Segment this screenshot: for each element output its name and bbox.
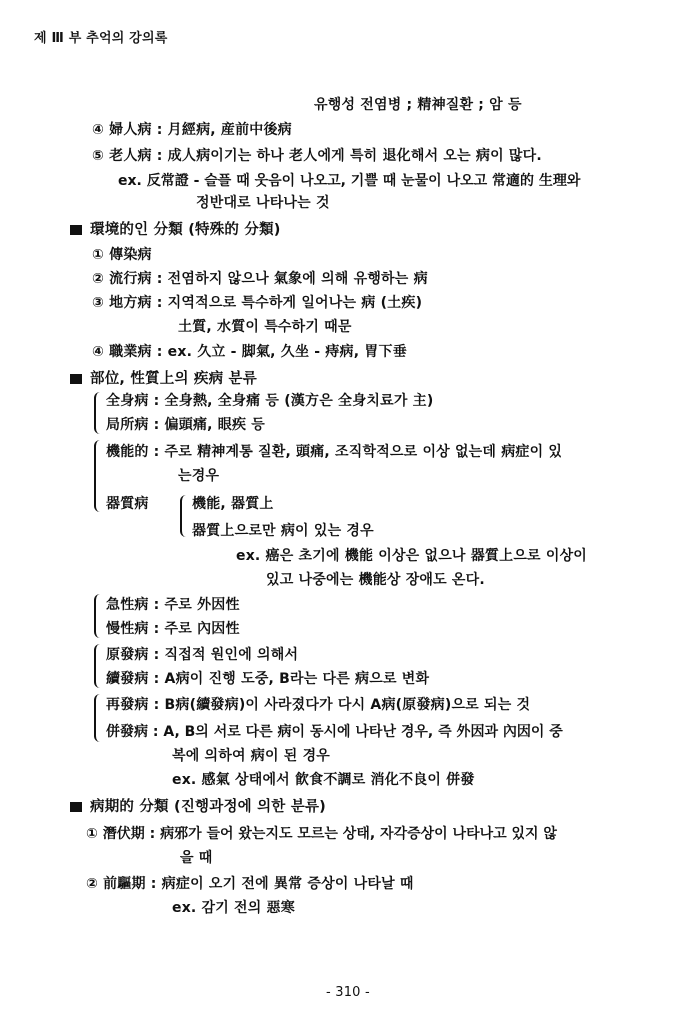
section-heading: 病期的 分類 (진행과정에 의한 분류) bbox=[70, 798, 326, 816]
text-line: 정반대로 나타나는 것 bbox=[196, 195, 330, 211]
square-bullet-icon bbox=[70, 374, 82, 384]
text-line: ④ 婦人病 : 月經病, 産前中後病 bbox=[92, 122, 292, 138]
page-number: - 310 - bbox=[326, 985, 370, 1000]
text-line: ② 前驅期 : 病症이 오기 전에 異常 증상이 나타날 때 bbox=[86, 876, 414, 892]
text-line: 器質上으로만 病이 있는 경우 bbox=[192, 523, 374, 539]
text-line: ③ 地方病 : 지역적으로 특수하게 일어나는 病 (土疾) bbox=[92, 295, 423, 311]
group-bracket bbox=[94, 440, 102, 512]
text-line: ex. 癌은 초기에 機能 이상은 없으나 器質上으로 이상이 bbox=[236, 548, 588, 564]
section-heading: 部位, 性質上의 疾病 분류 bbox=[70, 370, 257, 388]
text-line: 機能的 : 주로 精神계통 질환, 頭痛, 조직학적으로 이상 없는데 病症이 있 bbox=[106, 444, 563, 460]
text-line: ex. 감기 전의 惡寒 bbox=[172, 900, 295, 916]
text-line: 유행성 전염병 ; 精神질환 ; 암 등 bbox=[314, 97, 522, 113]
text-line: 再發病 : B病(續發病)이 사라졌다가 다시 A病(原發病)으로 되는 것 bbox=[106, 697, 531, 713]
group-bracket bbox=[180, 495, 188, 537]
square-bullet-icon bbox=[70, 802, 82, 812]
text-line: 續發病 : A病이 진행 도중, B라는 다른 病으로 변화 bbox=[106, 671, 430, 687]
text-line: ② 流行病 : 전염하지 않으나 氣象에 의해 유행하는 病 bbox=[92, 271, 428, 287]
text-line: 土質, 水質이 특수하기 때문 bbox=[178, 319, 352, 335]
text-line: ① 傳染病 bbox=[92, 247, 152, 263]
text-line: 急性病 : 주로 外因性 bbox=[106, 597, 240, 613]
text-line: 器質病 bbox=[106, 496, 149, 512]
text-line: ⑤ 老人病 : 成人病이기는 하나 老人에게 특히 退化해서 오는 病이 많다. bbox=[92, 148, 542, 164]
text-line: 併發病 : A, B의 서로 다른 病이 동시에 나타난 경우, 즉 外因과 內因이 중 bbox=[106, 724, 563, 740]
text-line: 慢性病 : 주로 內因性 bbox=[106, 621, 240, 637]
text-line: 있고 나중에는 機能상 장애도 온다. bbox=[266, 572, 485, 588]
text-line: ④ 職業病 : ex. 久立 - 脚氣, 久坐 - 痔病, 胃下垂 bbox=[92, 344, 407, 360]
text-line: 局所病 : 偏頭痛, 眼疾 등 bbox=[106, 417, 265, 433]
group-bracket bbox=[94, 694, 102, 742]
text-line: ex. 反常證 - 슬플 때 웃음이 나오고, 기쁠 때 눈물이 나오고 常適的 生理와 bbox=[118, 173, 581, 189]
square-bullet-icon bbox=[70, 225, 82, 235]
group-bracket bbox=[94, 594, 102, 638]
text-line: 原發病 : 직접적 원인에 의해서 bbox=[106, 647, 299, 663]
text-line: 全身病 : 全身熱, 全身痛 등 (漢方은 全身치료가 主) bbox=[106, 393, 434, 409]
text-line: 복에 의하여 病이 된 경우 bbox=[172, 748, 331, 764]
text-line: 을 때 bbox=[180, 850, 213, 866]
group-bracket bbox=[94, 644, 102, 688]
running-header: 제 Ⅲ 부 추억의 강의록 bbox=[34, 31, 168, 46]
group-bracket bbox=[94, 392, 102, 434]
text-line: 는경우 bbox=[178, 468, 220, 484]
section-heading: 環境的인 分類 (特殊的 分類) bbox=[70, 221, 281, 239]
text-line: ex. 感氣 상태에서 飮食不調로 消化不良이 併發 bbox=[172, 772, 475, 788]
text-line: ① 潛伏期 : 病邪가 들어 왔는지도 모르는 상태, 자각증상이 나타나고 있지 않 bbox=[86, 826, 557, 842]
text-line: 機能, 器質上 bbox=[192, 496, 274, 512]
